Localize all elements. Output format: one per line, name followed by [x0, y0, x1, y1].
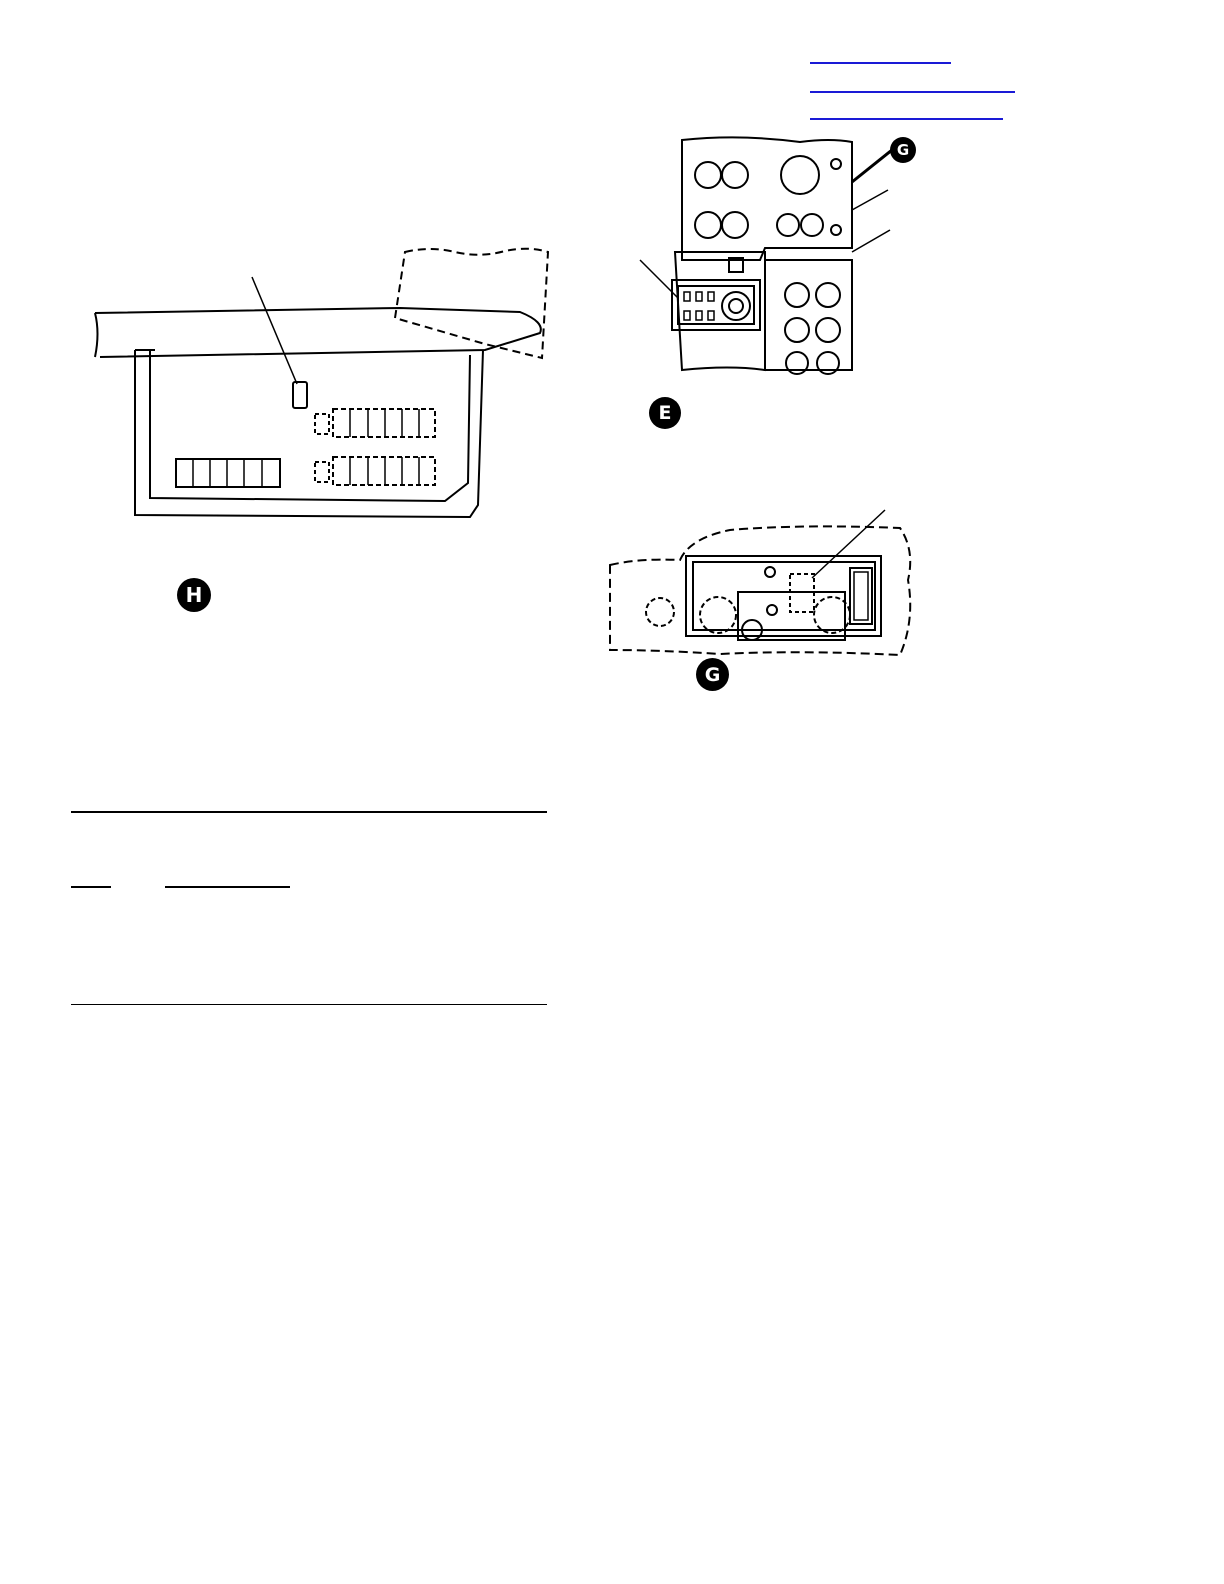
table-header-left-underline [71, 886, 111, 888]
table-bottom-rule [71, 1004, 547, 1005]
link-underline-3[interactable] [810, 118, 1003, 120]
callout-g-pointer-badge: G [890, 137, 916, 163]
callout-g-badge: G [696, 658, 729, 691]
table-top-rule [71, 811, 547, 813]
callout-h-badge: H [177, 578, 211, 612]
detail-e-illustration [630, 130, 950, 390]
detail-g-illustration [600, 500, 930, 680]
detail-h-illustration [0, 0, 600, 560]
link-underline-2[interactable] [810, 91, 1015, 93]
link-underline-1[interactable] [810, 62, 951, 64]
table-header-right-underline [165, 886, 290, 888]
callout-e-badge: E [649, 397, 681, 429]
